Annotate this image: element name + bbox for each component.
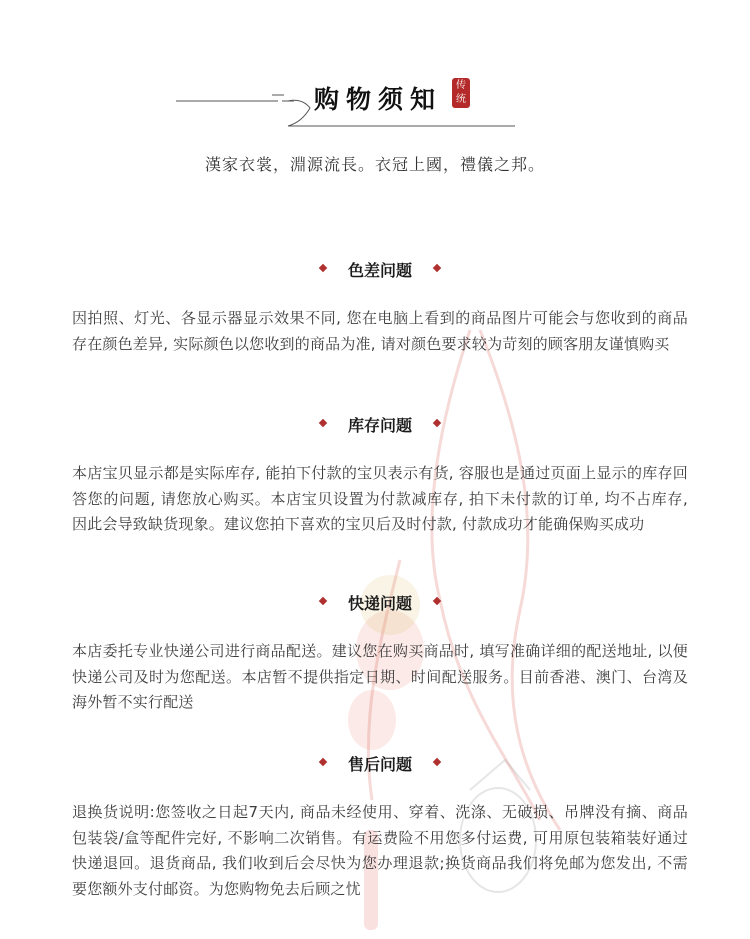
section-heading-text: 售后问题 [347,755,412,774]
diamond-icon [319,418,327,426]
diamond-icon [319,263,327,271]
section-body: 因拍照、灯光、各显示器显示效果不同, 您在电脑上看到的商品图片可能会与您收到的商品存在颜色差异, 实际颜色以您收到的商品为准, 请对颜色要求较为苛刻的顾客朋友谨慎购买 [72,309,688,353]
section-delivery [72,591,688,716]
section-inventory [72,413,688,538]
page-subtitle: 漢家衣裳，淵源流長。衣冠上國，禮儀之邦。 [204,155,545,174]
section-after-sales [72,752,688,902]
section-color-difference [72,258,688,357]
diamond-icon [319,757,327,765]
section-heading [72,752,688,778]
diamond-icon [433,418,441,426]
diamond-icon [433,757,441,765]
diamond-icon [319,596,327,604]
section-heading-text: 色差问题 [347,261,412,280]
section-heading-text: 快递问题 [347,594,412,613]
section-body: 本店委托专业快递公司进行商品配送。建议您在购买商品时, 填写准确详细的配送地址, 以便快递公司及时为您配送。本店暂不提供指定日期、时间配送服务。目前香港、澳门、台湾及海外暂不实行配送 [72,642,688,711]
section-heading [72,591,688,617]
page-header [0,0,750,200]
diamond-icon [433,263,441,271]
section-heading-text: 库存问题 [347,416,412,435]
page-title: 购物须知 [314,85,443,114]
section-heading [72,413,688,439]
section-body: 退换货说明:您签收之日起7天内, 商品未经使用、穿着、洗涤、无破损、吊牌没有摘、商品包装袋/盒等配件完好, 不影响二次销售。有运费险不用您多付运费, 可用原包装箱装好通过快递退回。退货商品, 我们收到后会尽快为您办理退款;换货商品我们将免邮为您发出, 不需要您额外支付邮资。为您购物免去后顾之忧 [72,803,688,898]
seal-stamp: 传统 [452,78,470,108]
diamond-icon [433,596,441,604]
section-heading [72,258,688,284]
section-body: 本店宝贝显示都是实际库存, 能拍下付款的宝贝表示有货, 容服也是通过页面上显示的库存回答您的问题, 请您放心购买。本店宝贝设置为付款减库存, 拍下未付款的订单, 均不占库存, 因此会导致缺货现象。建议您拍下喜欢的宝贝后及时付款, 付款成功才能确保购买成功 [72,464,688,533]
